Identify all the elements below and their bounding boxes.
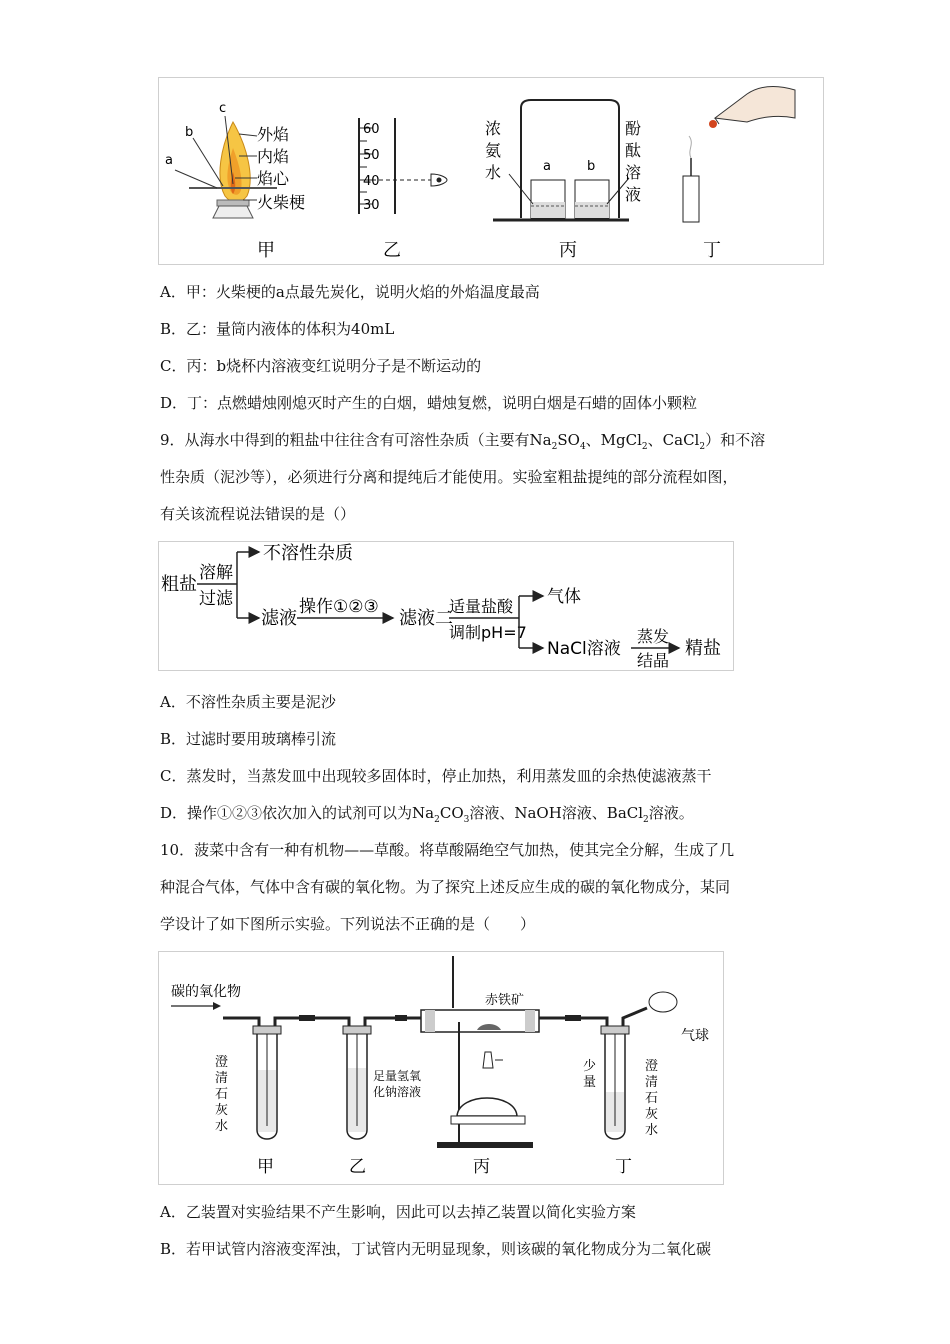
svg-text:水: 水 xyxy=(645,1123,659,1138)
q9-option-c: C．蒸发时，当蒸发皿中出现较多固体时，停止加热，利用蒸发皿的余热使滤液蒸干 xyxy=(160,767,712,785)
test-tube-jia xyxy=(253,1026,281,1139)
svg-text:足: 足 xyxy=(373,1069,386,1083)
bell-jar-beakers xyxy=(493,100,629,220)
panel-label-ding: 丁 xyxy=(615,1157,632,1177)
label-inner-flame: 内焰 xyxy=(257,147,290,166)
svg-text:石: 石 xyxy=(645,1091,659,1106)
inlet-label: 碳的氧化物 xyxy=(171,984,241,1000)
point-a: a xyxy=(165,153,173,168)
node-gas: 气体 xyxy=(547,587,581,607)
tick-50: 50 xyxy=(363,148,380,163)
q8-option-d: D．丁：点燃蜡烛刚熄灭时产生的白烟，蜡烛复燃，说明白烟是石蜡的固体小颗粒 xyxy=(160,394,698,412)
q10-stem-line1: 10．菠菜中含有一种有机物——草酸。将草酸隔绝空气加热，使其完全分解，生成了几 xyxy=(160,841,735,859)
ore-label: 赤铁矿 xyxy=(485,993,525,1008)
node-nacl: NaCl溶液 xyxy=(547,639,621,659)
svg-text:氨: 氨 xyxy=(485,141,502,160)
node-insoluble: 不溶性杂质 xyxy=(263,543,353,564)
svg-text:灰: 灰 xyxy=(645,1107,659,1122)
panel-label-bing: 丙 xyxy=(559,240,577,261)
q10-stem-line3: 学设计了如下图所示实验。下列说法不正确的是（ ） xyxy=(160,915,536,933)
operation-label: 操作①②③ xyxy=(299,597,379,617)
label-outer-flame: 外焰 xyxy=(257,125,290,144)
svg-text:澄: 澄 xyxy=(215,1055,229,1070)
point-c: c xyxy=(219,101,227,116)
test-tube-ding xyxy=(601,1026,629,1139)
step1-bottom-label: 过滤 xyxy=(199,589,233,609)
svg-text:少: 少 xyxy=(583,1059,597,1074)
svg-text:酚: 酚 xyxy=(625,119,642,138)
svg-text:水: 水 xyxy=(485,163,502,182)
svg-text:化: 化 xyxy=(373,1085,386,1099)
q10-option-b: B．若甲试管内溶液变浑浊，丁试管内无明显现象，则该碳的氧化物成分为二氧化碳 xyxy=(160,1240,712,1258)
svg-text:溶: 溶 xyxy=(397,1085,410,1099)
node-product: 精盐 xyxy=(685,638,721,659)
panel-label-yi: 乙 xyxy=(349,1157,366,1177)
svg-text:溶: 溶 xyxy=(625,163,642,182)
panel-label-yi: 乙 xyxy=(383,240,401,261)
svg-text:液: 液 xyxy=(409,1085,422,1099)
naoh-label xyxy=(373,1069,421,1099)
beaker-a-label: a xyxy=(543,159,551,174)
ammonia-label xyxy=(485,119,501,182)
step1-top-label: 溶解 xyxy=(199,563,233,583)
panel-label-bing: 丙 xyxy=(473,1157,490,1177)
svg-text:灰: 灰 xyxy=(215,1103,229,1118)
q8-option-c: C．丙：b烧杯内溶液变红说明分子是不断运动的 xyxy=(160,357,482,375)
step2-top-label: 适量盐酸 xyxy=(449,597,514,616)
limewater-label-jia xyxy=(215,1055,228,1134)
beaker-b-label: b xyxy=(587,159,596,174)
q8-option-a: A．甲：火柴梗的a点最先炭化，说明火焰的外焰温度最高 xyxy=(160,283,540,301)
tick-60: 60 xyxy=(363,122,380,137)
node-filtrate1: 滤液 xyxy=(261,608,297,629)
step3-top-label: 蒸发 xyxy=(637,627,670,646)
svg-text:量: 量 xyxy=(583,1075,597,1090)
svg-text:石: 石 xyxy=(215,1087,229,1102)
q9-option-a: A．不溶性杂质主要是泥沙 xyxy=(160,693,336,711)
q10-stem-line2: 种混合气体，气体中含有碳的氧化物。为了探究上述反应生成的碳的氧化物成分，某同 xyxy=(160,878,731,896)
q9-option-d: D．操作①②③依次加入的试剂可以为$Na_2CO_3$溶液、NaOH溶液、BaCl$_2$溶液。 xyxy=(160,804,694,825)
q10-option-a: A．乙装置对实验结果不产生影响，因此可以去掉乙装置以简化实验方案 xyxy=(160,1203,636,1221)
hematite-tube-assembly xyxy=(421,956,539,1148)
q9-stem-line1: 9．从海水中得到的粗盐中往往含有可溶性杂质（主要有$Na_2SO_4$、MgCl$_2$、CaCl$_2$）和不溶 xyxy=(160,431,766,452)
svg-text:氢: 氢 xyxy=(397,1069,410,1083)
balloon xyxy=(649,992,677,1012)
q9-stem-line3: 有关该流程说法错误的是（） xyxy=(160,505,356,523)
svg-text:液: 液 xyxy=(625,185,642,204)
node-filtrate2: 滤液二 xyxy=(399,608,453,629)
label-flame-core: 焰心 xyxy=(257,169,290,188)
step3-bottom-label: 结晶 xyxy=(637,651,670,670)
panel-label-jia: 甲 xyxy=(257,240,275,261)
svg-text:酞: 酞 xyxy=(625,141,642,160)
panel-label-ding: 丁 xyxy=(703,240,721,261)
q8-option-b: B．乙：量筒内液体的体积为40mL xyxy=(160,320,395,338)
step2-bottom-label: 调制pH=7 xyxy=(449,623,527,642)
candle-relight-diagram xyxy=(683,87,795,222)
svg-text:浓: 浓 xyxy=(485,119,502,138)
phenolphthalein-label xyxy=(625,119,641,204)
figure-carbon-oxide-apparatus xyxy=(158,951,724,1185)
q9-stem-line2: 性杂质（泥沙等），必须进行分离和提纯后才能使用。实验室粗盐提纯的部分流程如图， xyxy=(160,468,738,486)
q9-option-b: B．过滤时要用玻璃棒引流 xyxy=(160,730,337,748)
svg-text:氧: 氧 xyxy=(409,1069,422,1083)
test-tube-yi xyxy=(343,1026,371,1139)
figure-experiments-1 xyxy=(158,77,824,265)
svg-text:量: 量 xyxy=(385,1069,398,1083)
point-b: b xyxy=(185,125,194,140)
svg-text:钠: 钠 xyxy=(385,1085,398,1099)
label-matchstick: 火柴梗 xyxy=(257,193,306,212)
svg-text:水: 水 xyxy=(215,1119,229,1134)
balloon-label: 气球 xyxy=(681,1028,709,1044)
tick-30: 30 xyxy=(363,198,380,213)
node-crude-salt: 粗盐 xyxy=(161,574,197,595)
figure-salt-purification-flow xyxy=(158,541,734,671)
tick-40: 40 xyxy=(363,174,380,189)
svg-text:清: 清 xyxy=(215,1071,229,1086)
svg-text:清: 清 xyxy=(645,1075,659,1090)
panel-label-jia: 甲 xyxy=(257,1157,274,1177)
svg-text:澄: 澄 xyxy=(645,1059,659,1074)
